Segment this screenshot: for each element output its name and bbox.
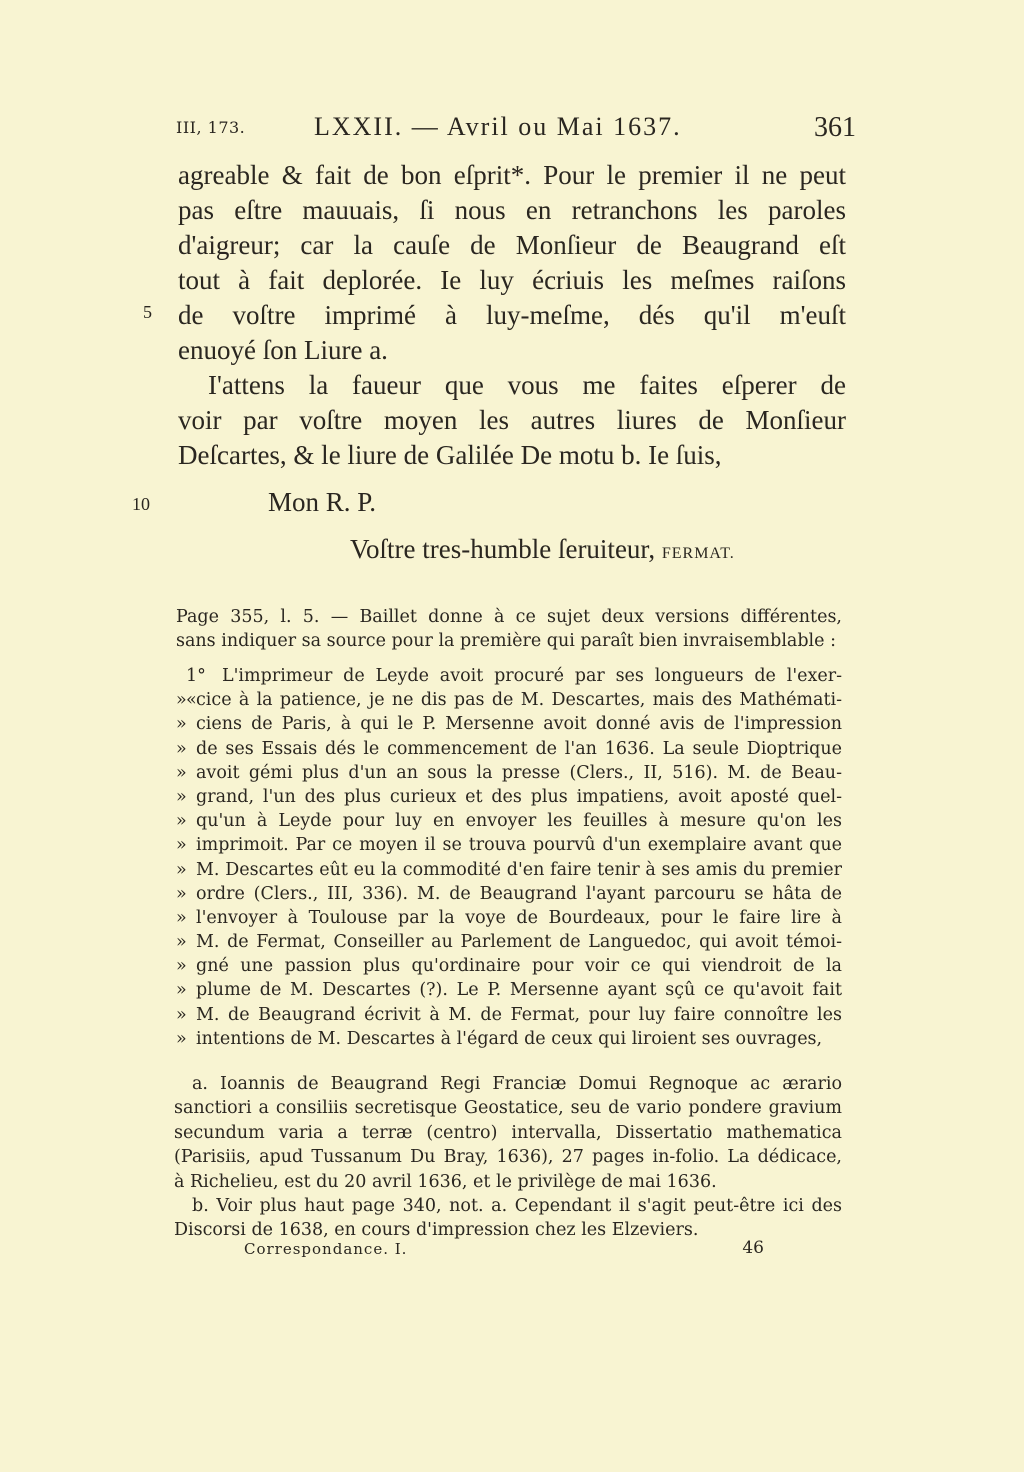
quote-row xyxy=(176,688,842,712)
quote-mark: » xyxy=(176,690,187,711)
quote-text: qu'un à Leyde pour luy en envoyer les feuilles à mesure qu'on les xyxy=(196,811,842,832)
footnote-a-line: a. Ioannis de Beaugrand Regi Franciæ Domui Regnoque ac ærario xyxy=(192,1074,842,1094)
quote-row xyxy=(176,809,842,833)
volume-signature: Correspondance. I. xyxy=(244,1240,408,1258)
quote-row xyxy=(176,930,842,954)
quote-text: M. Descartes eût eu la commodité d'en faire tenir à ses amis du premier xyxy=(196,859,842,880)
quote-row xyxy=(176,737,842,761)
quote-row xyxy=(176,978,842,1002)
quote-text: plume de M. Descartes (?). Le P. Mersenne ayant sçû ce qu'avoit fait xyxy=(196,980,842,1001)
quote-row xyxy=(176,906,842,930)
closing-text: Voſtre tres-humble ſeruiteur, xyxy=(350,534,656,564)
quote-mark: 1° « xyxy=(186,666,206,711)
quote-row xyxy=(176,858,842,882)
letter-title: LXXII. — Avril ou Mai 1637. xyxy=(314,112,682,141)
quote-text: M. de Fermat, Conseiller au Parlement de Languedoc, qui avoit témoi- xyxy=(196,932,842,953)
quote-mark: » xyxy=(176,786,187,807)
page-header xyxy=(176,112,856,152)
line-number-10: 10 xyxy=(132,494,150,514)
footnote-a-line: à Richelieu, est du 20 avril 1636, et le privilège de mai 1636. xyxy=(174,1171,717,1192)
quote-text: de ses Essais dés le commencement de l'an 1636. La seule Dioptrique xyxy=(196,738,842,759)
quote-text: gné une passion plus qu'ordinaire pour voir ce qui viendroit de la xyxy=(196,956,842,977)
quote-text: avoit gémi plus d'un an sous la presse (Clers., II, 516). M. de Beau- xyxy=(196,762,842,783)
quote-row xyxy=(176,1003,842,1027)
quote-text: L'imprimeur de Leyde avoit procuré par ses longueurs de l'exer- xyxy=(222,666,842,686)
line-number-5: 5 xyxy=(143,302,152,322)
quote-text: ordre (Clers., III, 336). M. de Beaugrand l'ayant parcouru se hâta de xyxy=(196,883,842,904)
quote-text: M. de Beaugrand écrivit à M. de Fermat, pour luy faire connoître les xyxy=(196,1004,842,1025)
quote-row xyxy=(176,712,842,736)
quote-mark: » xyxy=(176,1004,187,1025)
header-reference: III, 173. xyxy=(176,118,246,137)
quote-mark: » xyxy=(176,956,187,977)
quote-text: ciens de Paris, à qui le P. Mersenne avoit donné avis de l'impression xyxy=(196,714,842,735)
body-line: voir par voſtre moyen les autres liures de Monſieur xyxy=(178,405,846,435)
quote-mark: » xyxy=(176,738,187,759)
quote-row xyxy=(176,761,842,785)
note-line: Page 355, l. 5. — Baillet donne à ce sujet deux versions différentes, xyxy=(176,607,842,627)
closing-signature xyxy=(350,534,735,565)
quote-mark: » xyxy=(176,883,187,904)
quote-text: intentions de M. Descartes à l'égard de ceux qui liroient ses ouvrages, xyxy=(196,1028,823,1049)
quote-row xyxy=(176,785,842,809)
quote-mark: » xyxy=(176,859,187,880)
quote-text: grand, l'un des plus curieux et des plus impatiens, avoit aposté quel- xyxy=(196,786,842,807)
footnote-a-line: (Parisiis, apud Tussanum Du Bray, 1636), 27 pages in-folio. La dédicace, xyxy=(174,1147,842,1168)
page-number: 361 xyxy=(814,112,856,143)
baillet-quote xyxy=(176,664,842,1051)
salutation: Mon R. P. xyxy=(268,487,377,517)
footnotes xyxy=(174,1072,842,1243)
body-line: I'attens la faueur que vous me faites eſperer de xyxy=(208,370,846,400)
body-line: pas eſtre mauuais, ſi nous en retranchons les paroles xyxy=(178,195,846,225)
editorial-note-intro xyxy=(176,605,842,653)
quote-mark: » xyxy=(176,835,187,856)
body-line: agreable & fait de bon eſprit*. Pour le premier il ne peut xyxy=(178,160,846,190)
footnote-a-line: sanctiori a consiliis secretisque Geostatice, seu de vario pondere gravium xyxy=(174,1098,842,1119)
quote-row xyxy=(176,882,842,906)
letter-body xyxy=(178,158,846,473)
note-line: sans indiquer sa source pour la première qui paraît bien invraisemblable : xyxy=(176,631,836,652)
quote-text: cice à la patience, je ne dis pas de M. Descartes, mais des Mathémati- xyxy=(196,690,842,711)
quote-row xyxy=(176,1027,842,1051)
footnote-a-line: secundum varia a terræ (centro) intervalla, Dissertatio mathematica xyxy=(174,1122,842,1143)
quote-text: l'envoyer à Toulouse par la voye de Bourdeaux, pour le faire lire à xyxy=(196,907,842,928)
quote-mark: » xyxy=(176,907,187,928)
body-line: de voſtre imprimé à luy-meſme, dés qu'il m'euſt xyxy=(178,300,846,330)
quote-mark: » xyxy=(176,932,187,953)
quote-row xyxy=(176,833,842,857)
body-line: tout à fait deplorée. Ie luy écriuis les meſmes raiſons xyxy=(178,265,846,295)
quote-mark: » xyxy=(176,980,187,1001)
gathering-number: 46 xyxy=(742,1238,764,1258)
quote-mark: » xyxy=(176,1028,187,1049)
quote-mark: » xyxy=(176,714,187,735)
signatory-name: FERMAT. xyxy=(661,545,735,562)
quote-text: imprimoit. Par ce moyen il se trouva pourvû d'un exemplaire avant que xyxy=(196,835,842,856)
footnote-b-line: b. Voir plus haut page 340, not. a. Cependant il s'agit peut-être ici des xyxy=(192,1195,842,1216)
body-line: Deſcartes, & le liure de Galilée De motu b. Ie ſuis, xyxy=(178,440,722,470)
quote-mark: » xyxy=(176,811,187,832)
body-line: enuoyé ſon Liure a. xyxy=(178,335,388,365)
quote-row xyxy=(176,954,842,978)
footnote-b-line: Discorsi de 1638, en cours d'impression chez les Elzeviers. xyxy=(174,1220,699,1241)
quote-mark: » xyxy=(176,762,187,783)
body-line: d'aigreur; car la cauſe de Monſieur de Beaugrand eſt xyxy=(178,230,846,260)
